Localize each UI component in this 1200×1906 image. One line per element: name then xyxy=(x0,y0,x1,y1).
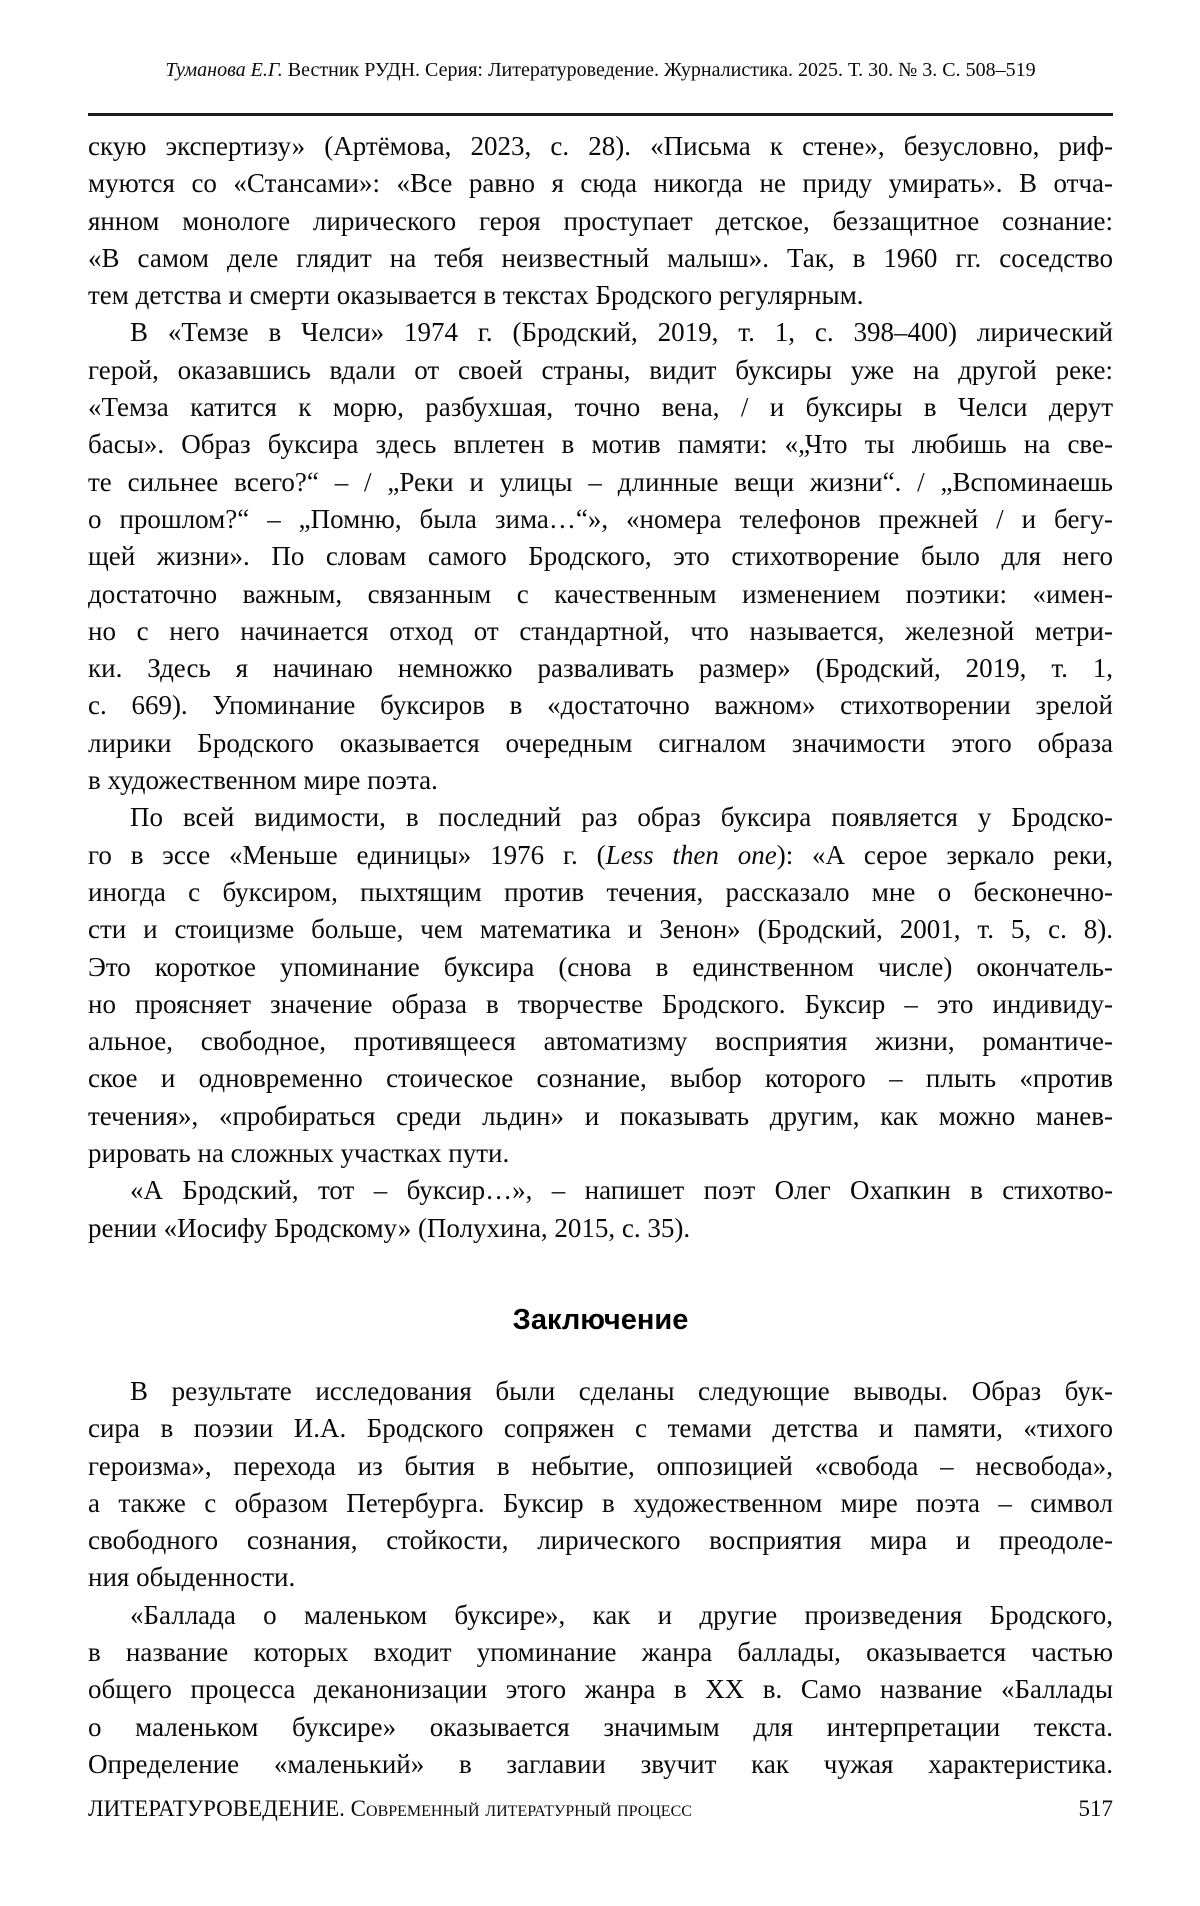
text-line xyxy=(88,725,1113,762)
text-line xyxy=(88,762,1113,799)
text-line xyxy=(88,1448,1113,1485)
text-run: рировать на сложных участках пути. xyxy=(88,1138,510,1169)
text-run: иногда с буксиром, пыхтящим против течения, рассказало мне о бесконечно- xyxy=(88,876,1113,907)
text-run: сти и стоицизме больше, чем математика и Зенон» (Бродский, 2001, т. 5, с. 8). xyxy=(88,914,1113,945)
text-run: а также с образом Петербурга. Буксир в художественном мире поэта – символ xyxy=(88,1487,1113,1518)
text-run: По всей видимости, в последний раз образ буксира появляется у Бродско- xyxy=(130,802,1113,833)
text-line xyxy=(88,986,1113,1023)
paragraph xyxy=(88,314,1113,799)
footer-section-caps: ЛИТЕРАТУРОВЕДЕНИЕ. xyxy=(88,1796,351,1821)
header-rule xyxy=(88,113,1113,116)
text-line xyxy=(88,1522,1113,1559)
text-line xyxy=(88,1634,1113,1671)
text-run: альное, свободное, противящееся автоматизму восприятия жизни, романтиче- xyxy=(88,1026,1113,1057)
text-run: общего процесса деканонизации этого жанра в XX в. Само название «Баллады xyxy=(88,1674,1113,1705)
text-line xyxy=(88,687,1113,724)
text-line xyxy=(88,352,1113,389)
text-run: В «Темзе в Челси» 1974 г. (Бродский, 2019, т. 1, с. 398–400) лирический xyxy=(130,317,1113,348)
text-run: герой, оказавшись вдали от своей страны, видит буксиры уже на другой реке: xyxy=(88,354,1113,385)
text-line xyxy=(88,314,1113,351)
text-line xyxy=(88,538,1113,575)
text-line xyxy=(88,576,1113,613)
text-line xyxy=(88,911,1113,948)
text-line xyxy=(88,389,1113,426)
text-line xyxy=(88,1485,1113,1522)
text-run: ): «А серое зеркало реки, xyxy=(776,839,1114,870)
text-run: «Баллада о маленьком буксире», как и другие произведения Бродского, xyxy=(130,1599,1113,1630)
text-run: рении «Иосифу Бродскому» (Полухина, 2015, с. 35). xyxy=(88,1212,691,1243)
text-line xyxy=(88,277,1113,314)
text-run: о маленьком буксире» оказывается значимым для интерпретации текста. xyxy=(88,1711,1113,1742)
paragraph xyxy=(88,799,1113,1172)
paragraph xyxy=(88,1172,1113,1247)
text-run: щей жизни». По словам самого Бродского, это стихотворение было для него xyxy=(88,541,1113,572)
text-run: с. 669). Упоминание буксиров в «достаточно важном» стихотворении зрелой xyxy=(88,690,1113,721)
page-footer xyxy=(88,1795,1113,1822)
text-line xyxy=(88,837,1113,874)
running-header xyxy=(88,58,1113,82)
text-line xyxy=(88,650,1113,687)
text-line xyxy=(88,203,1113,240)
text-line xyxy=(88,1210,1113,1247)
text-run: течения», «пробираться среди льдин» и показывать другим, как можно манев- xyxy=(88,1100,1113,1131)
text-run: ния обыденности. xyxy=(88,1562,296,1593)
text-run: ское и одновременно стоическое сознание, выбор которого – плыть «против xyxy=(88,1063,1113,1094)
text-line xyxy=(88,1098,1113,1135)
text-run: но проясняет значение образа в творчестве Бродского. Буксир – это индивиду- xyxy=(88,988,1113,1019)
text-line xyxy=(88,874,1113,911)
page-number: 517 xyxy=(1078,1796,1113,1821)
text-line xyxy=(88,501,1113,538)
text-run: В результате исследования были сделаны следующие выводы. Образ бук- xyxy=(130,1375,1113,1406)
footer-section-smallcaps: Современный литературный процесс xyxy=(350,1796,692,1821)
text-line xyxy=(88,1023,1113,1060)
text-line xyxy=(88,1597,1113,1634)
italic-run: Less then one xyxy=(605,839,777,870)
running-header-source: Вестник РУДН. Серия: Литературоведение. Журналистика. 2025. Т. 30. № 3. С. 508–519 xyxy=(282,59,1036,81)
text-line xyxy=(88,1135,1113,1172)
text-line xyxy=(88,464,1113,501)
text-line xyxy=(88,426,1113,463)
text-run: «А Бродский, тот – буксир…», – напишет поэт Олег Охапкин в стихотво- xyxy=(130,1175,1113,1206)
text-run: в художественном мире поэта. xyxy=(88,765,438,796)
text-line xyxy=(88,613,1113,650)
text-run: тем детства и смерти оказывается в текстах Бродского регулярным. xyxy=(88,280,864,311)
text-line xyxy=(88,1559,1113,1596)
text-line xyxy=(88,165,1113,202)
paragraph xyxy=(88,1373,1113,1597)
text-run: лирики Бродского оказывается очередным сигналом значимости этого образа xyxy=(88,727,1113,758)
footer-section-title xyxy=(88,1795,692,1822)
text-run: ки. Здесь я начинаю немножко разваливать размер» (Бродский, 2019, т. 1, xyxy=(88,653,1113,684)
text-line xyxy=(88,1410,1113,1447)
section-heading: Заключение xyxy=(512,1303,689,1336)
paragraph xyxy=(88,1597,1113,1783)
text-run: Определение «маленький» в заглавии звучит как чужая характеристика. xyxy=(88,1748,1113,1779)
text-run: янном монологе лирического героя проступает детское, беззащитное сознание: xyxy=(88,205,1113,236)
text-line xyxy=(88,128,1113,165)
text-run: го в эссе «Меньше единицы» 1976 г. ( xyxy=(88,839,606,870)
text-run: Это короткое упоминание буксира (снова в единственном числе) окончатель- xyxy=(88,951,1113,982)
running-header-author: Туманова Е.Г. xyxy=(165,59,283,81)
text-run: «В самом деле глядит на тебя неизвестный малыш». Так, в 1960 гг. соседство xyxy=(88,242,1113,273)
text-line xyxy=(88,1671,1113,1708)
text-line xyxy=(88,1172,1113,1209)
text-line xyxy=(88,949,1113,986)
text-run: свободного сознания, стойкости, лирического восприятия мира и преодоле- xyxy=(88,1525,1113,1556)
text-run: сира в поэзии И.А. Бродского сопряжен с темами детства и памяти, «тихого xyxy=(88,1413,1113,1444)
text-line xyxy=(88,1373,1113,1410)
text-run: достаточно важным, связанным с качественным изменением поэтики: «имен- xyxy=(88,578,1113,609)
text-run: героизма», перехода из бытия в небытие, оппозицией «свобода – несвобода», xyxy=(88,1450,1113,1481)
paragraph xyxy=(88,128,1113,314)
text-run: те сильнее всего?“ – / „Реки и улицы – длинные вещи жизни“. / „Вспоминаешь xyxy=(88,466,1113,497)
text-line xyxy=(88,1746,1113,1783)
text-run: о прошлом?“ – „Помню, была зима…“», «номера телефонов прежней / и бегу- xyxy=(88,503,1113,534)
text-run: басы». Образ буксира здесь вплетен в мотив памяти: «„Что ты любишь на све- xyxy=(88,429,1113,460)
text-run: в название которых входит упоминание жанра баллады, оказывается частью xyxy=(88,1636,1113,1667)
text-line xyxy=(88,799,1113,836)
text-line xyxy=(88,1709,1113,1746)
text-run: но с него начинается отход от стандартной, что называется, железной метри- xyxy=(88,615,1113,646)
text-run: скую экспертизу» (Артёмова, 2023, с. 28). «Письма к стене», безусловно, риф- xyxy=(88,131,1113,161)
text-line xyxy=(88,240,1113,277)
text-line xyxy=(88,1060,1113,1097)
text-run: муются со «Стансами»: «Все равно я сюда никогда не приду умирать». В отча- xyxy=(88,168,1113,199)
article-body xyxy=(88,128,1113,1783)
text-run: «Темза катится к морю, разбухшая, точно вена, / и буксиры в Челси дерут xyxy=(88,392,1113,423)
